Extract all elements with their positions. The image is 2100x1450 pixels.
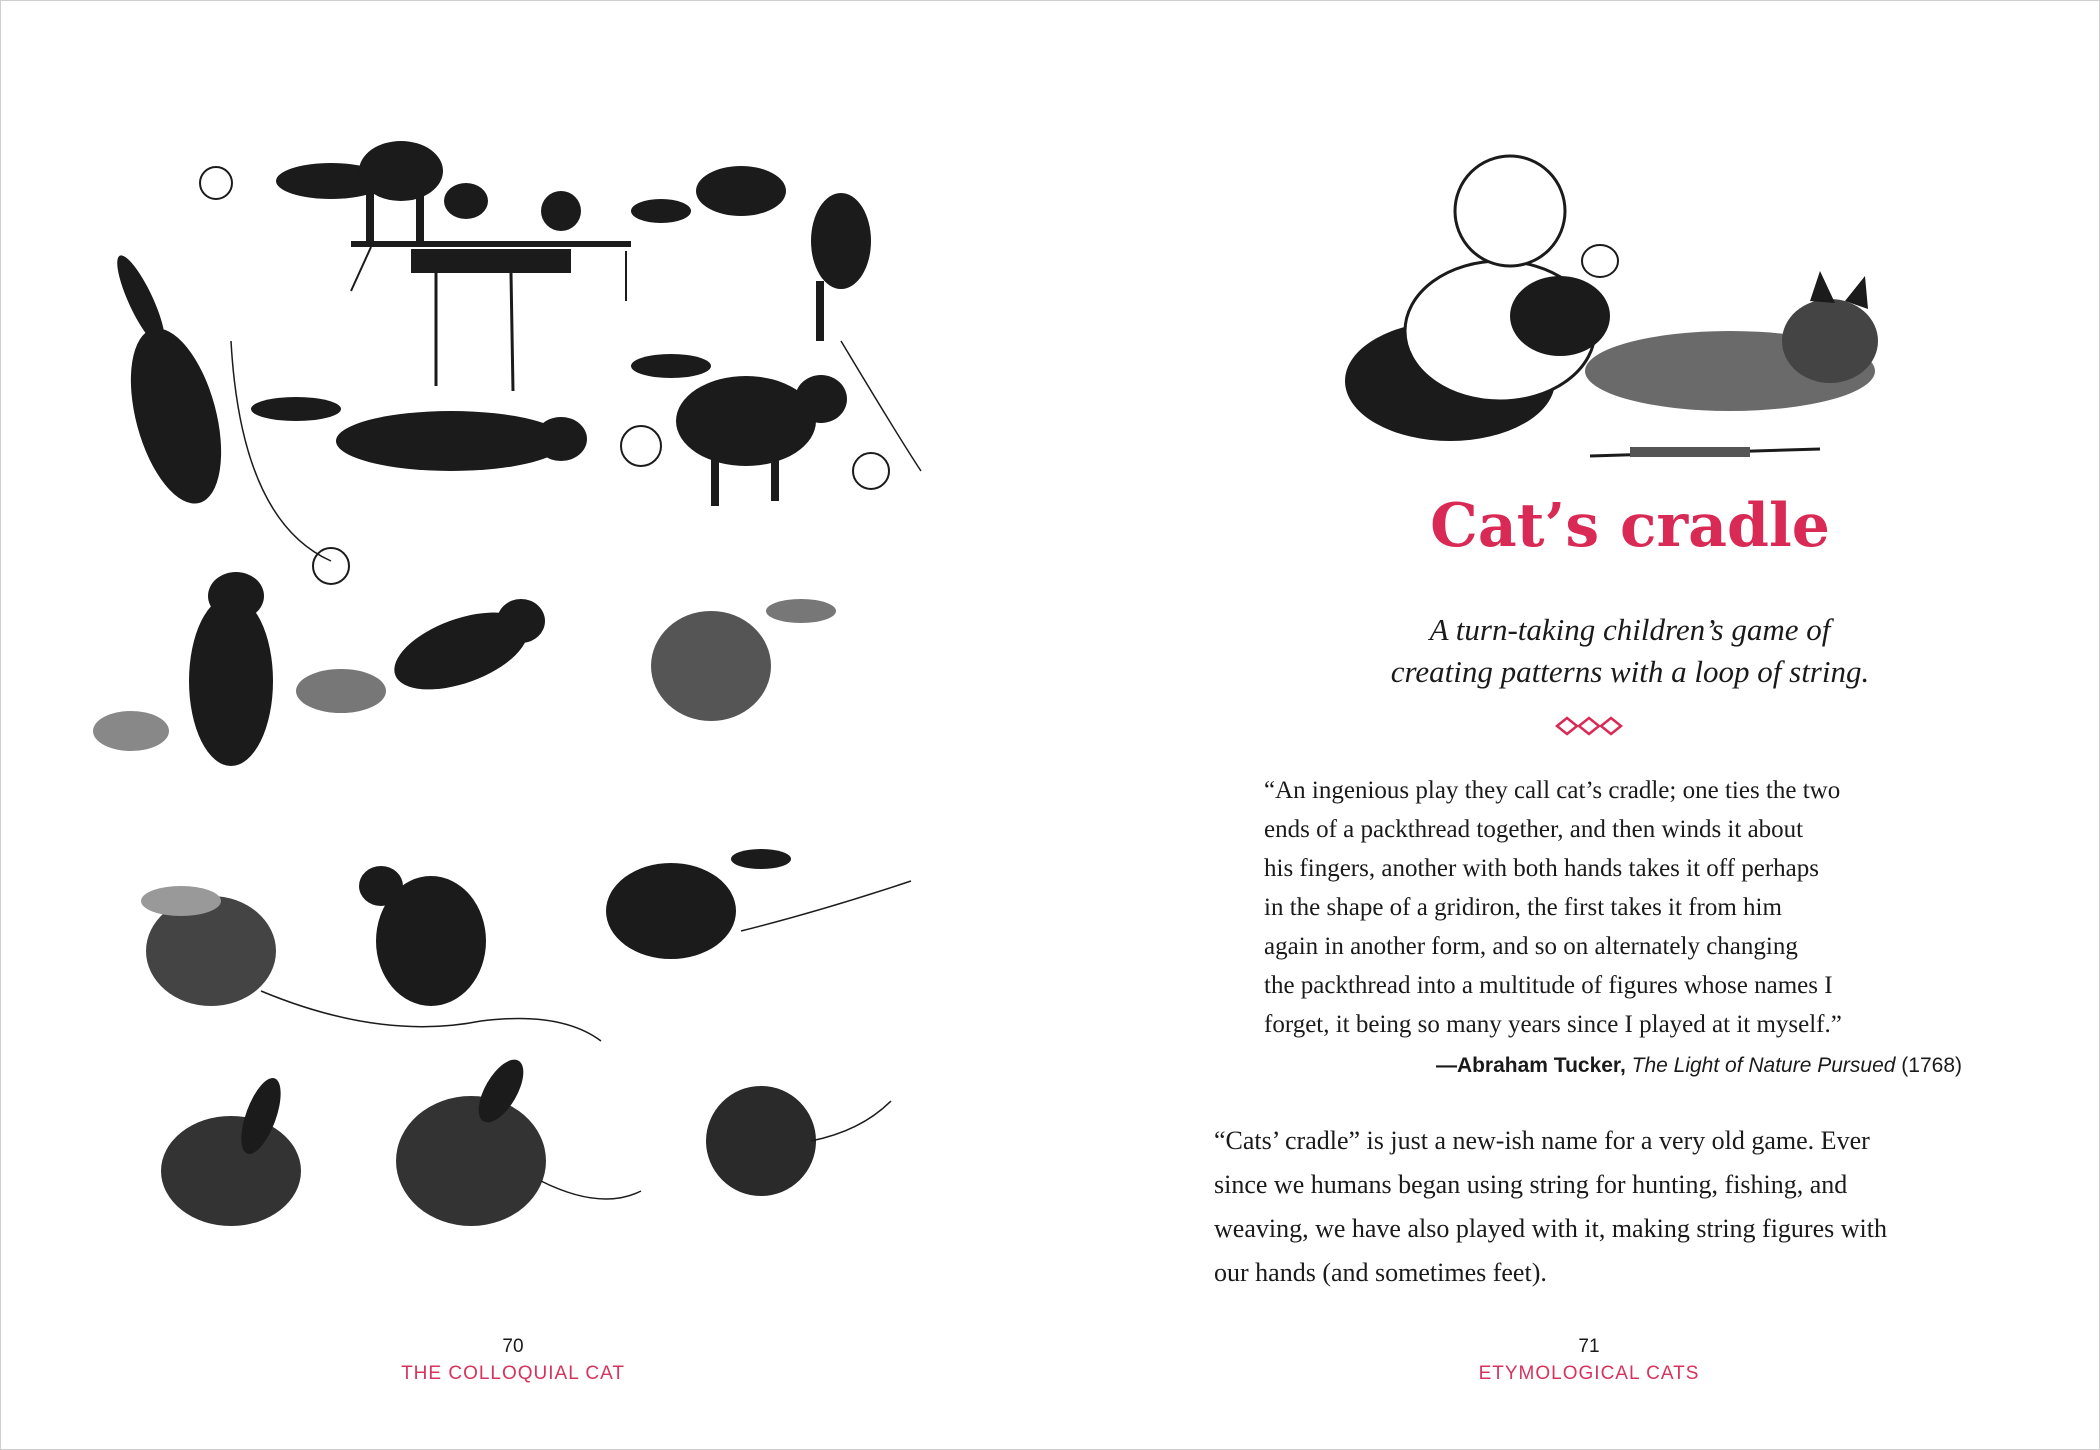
cat-leaping-with-yarn xyxy=(296,597,545,713)
running-footer: THE COLLOQUIAL CAT xyxy=(401,1363,625,1384)
cat-standing-with-yarn xyxy=(93,572,273,766)
cat-arched xyxy=(631,354,847,506)
cat-yarn-ball-1 xyxy=(161,1073,301,1226)
cats-playing-with-yarn-illustration xyxy=(81,141,941,1281)
block-quote xyxy=(1264,771,1914,1044)
body-line: weaving, we have also played with it, making string figures with xyxy=(1214,1214,1887,1243)
subtitle-line: A turn-taking children’s game of xyxy=(1429,612,1831,647)
table-drawing xyxy=(351,241,631,391)
cat-on-table-edge xyxy=(631,166,871,341)
quote-line: in the shape of a gridiron, the first takes it from him xyxy=(1264,894,1782,921)
cat-tangled-2 xyxy=(359,866,486,1006)
cat-rolling xyxy=(651,599,836,721)
quote-line: ends of a packthread together, and then winds it about xyxy=(1264,816,1804,843)
diamond-ornament xyxy=(1555,715,1625,737)
page-number: 71 xyxy=(1578,1336,1600,1357)
left-page xyxy=(1,1,1050,1449)
quote-line: forget, it being so many years since I played at it myself.” xyxy=(1264,1011,1842,1038)
child-with-cat-illustration xyxy=(1340,151,1900,471)
attribution-author: —Abraham Tucker, xyxy=(1435,1054,1626,1077)
subtitle-line: creating patterns with a loop of string. xyxy=(1390,654,1870,689)
quote-attribution xyxy=(1350,1054,1962,1078)
child-figure xyxy=(1345,156,1618,441)
yarn-ball-large xyxy=(706,1086,816,1196)
quote-line: the packthread into a multitude of figures whose names I xyxy=(1264,972,1833,999)
right-page xyxy=(1050,1,2099,1449)
running-footer: ETYMOLOGICAL CATS xyxy=(1478,1363,1700,1384)
cat-on-table xyxy=(276,141,488,241)
attribution-year: (1768) xyxy=(1901,1054,1962,1077)
yarn-ball xyxy=(541,191,581,231)
cat-tangled-1 xyxy=(141,886,276,1006)
page-title: Cat’s cradle xyxy=(1430,491,1830,561)
body-line: our hands (and sometimes feet). xyxy=(1214,1258,1547,1287)
body-line: “Cats’ cradle” is just a new-ish name for a very old game. Ever xyxy=(1214,1126,1870,1155)
cat-yarn-ball-2 xyxy=(396,1053,546,1226)
page-number: 70 xyxy=(502,1336,524,1357)
body-paragraph xyxy=(1214,1119,1974,1295)
subtitle xyxy=(1230,609,2030,693)
quote-line: his fingers, another with both hands takes it off perhaps xyxy=(1264,855,1819,882)
quote-line: again in another form, and so on alternately changing xyxy=(1264,933,1798,960)
cat-tangled-3 xyxy=(606,849,791,959)
attribution-work: The Light of Nature Pursued xyxy=(1631,1054,1896,1077)
quote-line: “An ingenious play they call cat’s cradle; one ties the two xyxy=(1264,777,1841,804)
cat-lying xyxy=(1585,271,1878,411)
cat-stretching xyxy=(251,397,587,471)
body-line: since we humans began using string for hunting, fishing, and xyxy=(1214,1170,1848,1199)
cat-hanging xyxy=(109,251,238,514)
